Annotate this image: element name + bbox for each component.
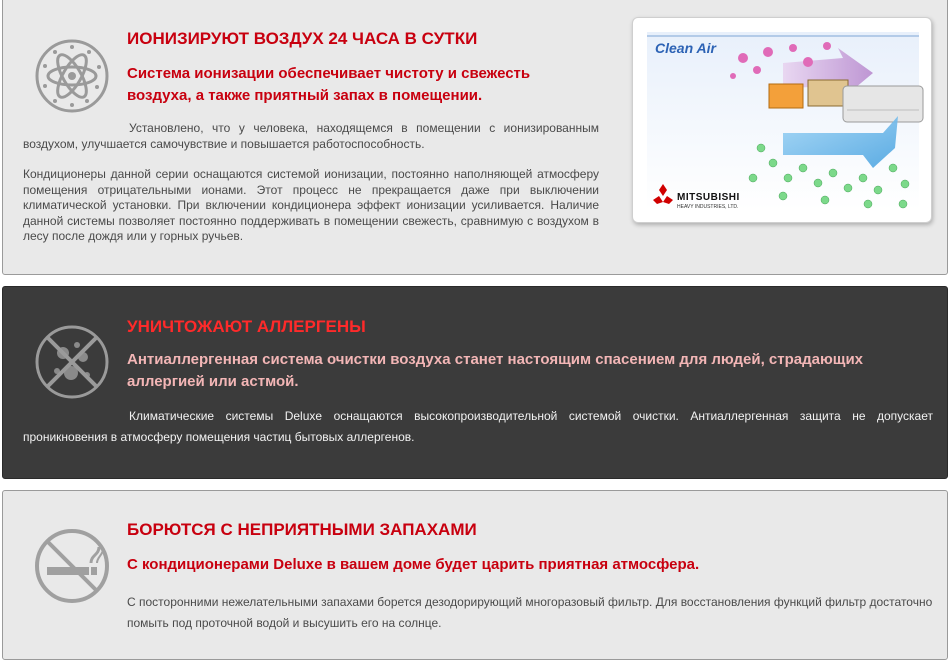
section-title: ИОНИЗИРУЮТ ВОЗДУХ 24 ЧАСА В СУТКИ	[127, 29, 478, 48]
atom-icon	[33, 37, 111, 115]
section-title: БОРЮТСЯ С НЕПРИЯТНЫМИ ЗАПАХАМИ	[127, 520, 477, 539]
section-paragraph: С посторонними нежелательными запахами борется дезодорирующий многоразовый фильтр. Для восстановления функций фильтр достаточно помыть под проточной водой и высушить его на солнце.	[127, 595, 933, 630]
section-subtitle: С кондиционерами Deluxe в вашем доме будет царить приятная атмосфера.	[127, 556, 700, 573]
no-allergen-icon	[33, 323, 111, 401]
section-title: УНИЧТОЖАЮТ АЛЛЕРГЕНЫ	[127, 317, 366, 336]
brand-logo-text: MITSUBISHI	[677, 192, 740, 203]
no-smoking-icon	[33, 527, 111, 605]
section-ionization	[2, 0, 948, 275]
section-allergens	[2, 286, 948, 479]
section-paragraph: Кондиционеры данной серии оснащаются системой ионизации, постоянно наполняющей атмосферу помещения отрицательными ионами. Этот процесс не прекращается даже при выключении климатической установки. При включении кондиционера эффект ионизации усиливается. Наличие данной системы позволяет постоянно поддерживать в помещении свежесть, сравнимую с воздухом в лесу после дождя или у горных ручьев.	[23, 167, 599, 243]
section-subtitle: Система ионизации обеспечивает чистоту и свежесть воздуха, а также приятный запах в помещении.	[127, 65, 531, 104]
section-paragraph: Климатические системы Deluxe оснащаются высокопроизводительной системой очистки. Антиаллергенная защита не допускает проникновения в атмосферу помещения частиц бытовых аллергенов.	[23, 409, 933, 444]
image-title: Clean Air	[655, 40, 716, 56]
section-odors	[2, 490, 948, 660]
section-paragraph: Установлено, что у человека, находящемся в помещении с ионизированным воздухом, улучшается самочувствие и повышается работоспособность.	[23, 121, 599, 151]
clean-air-image	[632, 17, 932, 223]
section-subtitle: Антиаллергенная система очистки воздуха станет настоящим спасением для людей, страдающих аллергией или астмой.	[127, 351, 864, 390]
brand-logo-subtext: HEAVY INDUSTRIES, LTD.	[677, 204, 739, 210]
